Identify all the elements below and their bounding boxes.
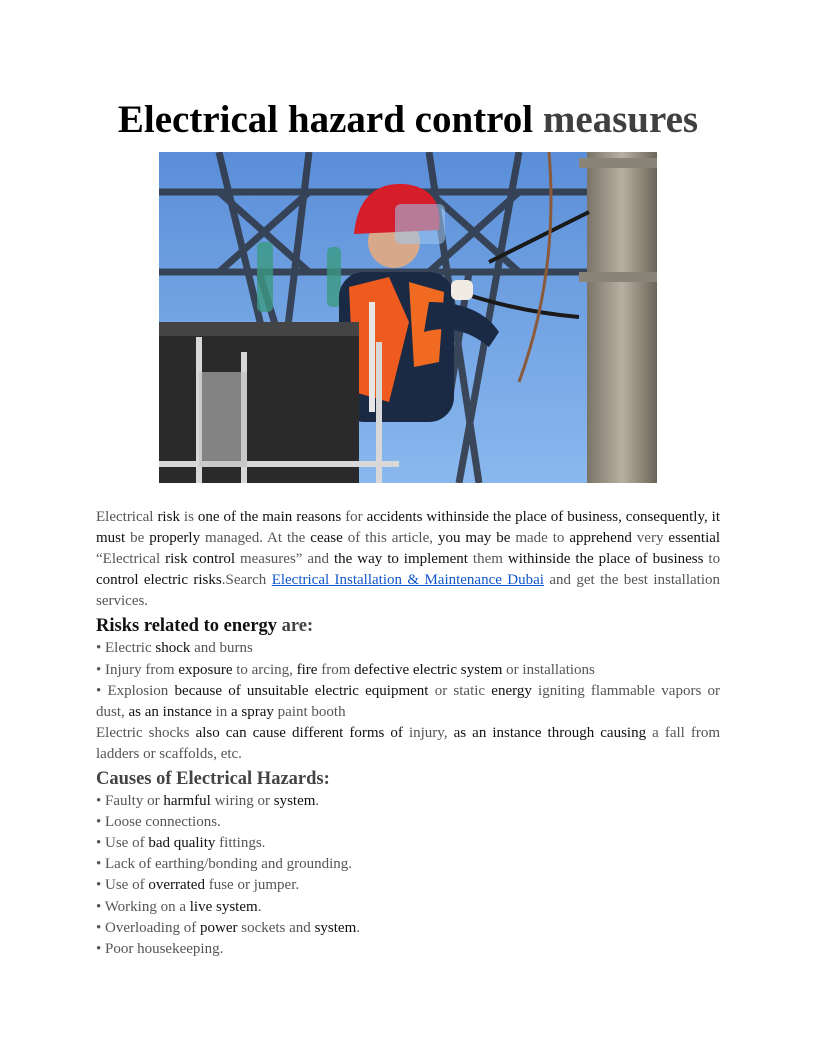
article-body — [96, 507, 720, 960]
text-run: the way to implement — [334, 551, 468, 568]
text-run: “Electrical — [96, 551, 161, 568]
title-main: Electrical hazard control — [117, 98, 534, 141]
list-item: • Explosion because of unsuitable electric equipment or static energy igniting flammable vapors or dust, as an instance in a spray paint booth — [96, 682, 720, 720]
text-run: them — [472, 551, 503, 568]
text-run: managed. At the — [205, 530, 306, 547]
text-run: very — [636, 530, 664, 547]
text-run: properly — [149, 530, 201, 547]
risks-heading — [96, 615, 720, 638]
heading-main: Risks related to energy — [96, 616, 278, 637]
text-run: to — [708, 551, 721, 568]
shocks-paragraph: Electric shocks also can cause different forms of injury, as an instance through causing a fall from ladders or scaffolds, etc. — [96, 724, 721, 762]
text-run: accidents withinside the place of business, consequently, it must — [96, 509, 721, 547]
page-title — [0, 96, 816, 144]
text-run: be — [130, 530, 145, 547]
text-run: of this article, — [347, 530, 434, 547]
text-run: cease — [310, 530, 343, 547]
causes-heading: Causes of Electrical Hazards: — [96, 769, 330, 790]
text-run: risk — [157, 509, 180, 525]
list-item: • Use of bad quality fittings. — [96, 835, 266, 852]
text-run: made to — [515, 530, 565, 547]
list-item: • Poor housekeeping. — [96, 940, 224, 957]
list-item: • Electric shock and burns — [96, 640, 253, 657]
text-run: apprehend — [569, 530, 632, 547]
text-run: and get the best installation services. — [96, 572, 721, 610]
list-item: • Overloading of power sockets and system. — [96, 919, 360, 936]
text-run: Electrical — [96, 509, 154, 525]
installation-link[interactable]: Electrical Installation & Maintenance Dubai — [271, 572, 544, 589]
text-run: essential — [668, 530, 721, 547]
text-run: risk control — [165, 551, 236, 568]
list-item: • Faulty or harmful wiring or system. — [96, 793, 320, 810]
intro-paragraph — [96, 507, 720, 612]
list-item: • Working on a live system. — [96, 898, 262, 915]
text-run: for — [345, 509, 363, 525]
text-run: measures” and — [239, 551, 330, 568]
text-run: is — [183, 509, 194, 525]
list-item: • Loose connections. — [96, 814, 221, 831]
text-run: .Search — [221, 572, 267, 589]
list-item: • Use of overrated fuse or jumper. — [96, 877, 300, 894]
text-run: withinside the place of business — [507, 551, 704, 568]
heading-tail: are: — [281, 616, 314, 637]
list-item: • Injury from exposure to arcing, fire from defective electric system or installations — [96, 661, 595, 678]
list-item: • Lack of earthing/bonding and grounding. — [96, 856, 353, 873]
text-run: one of the main reasons — [197, 509, 342, 525]
text-run: control electric risks — [96, 572, 222, 589]
lineman-photo — [159, 152, 657, 483]
text-run: you may be — [437, 530, 511, 547]
title-tail: measures — [542, 98, 699, 141]
